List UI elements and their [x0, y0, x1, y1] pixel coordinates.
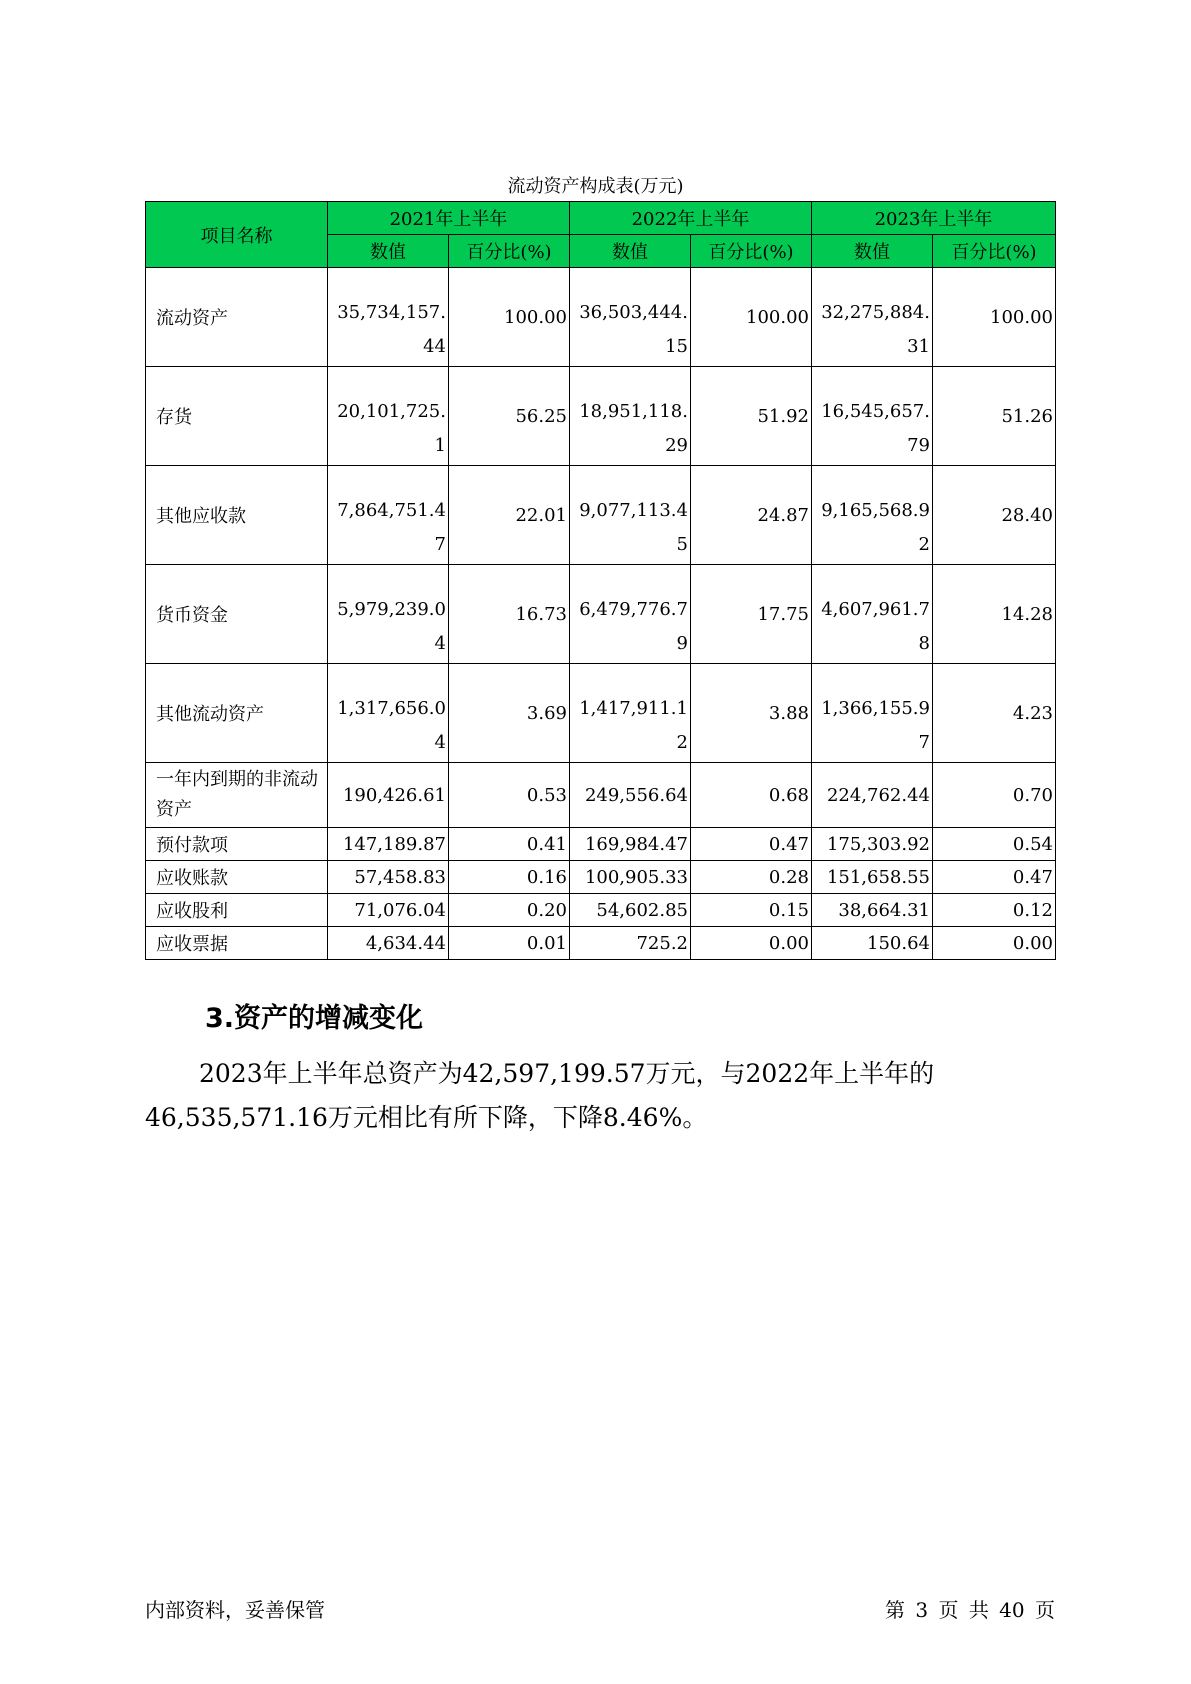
cell-pct: 3.88: [691, 664, 812, 763]
cell-value: 16,545,657.79: [821, 401, 930, 456]
header-year-2023: 2023年上半年: [812, 202, 1056, 235]
cell-pct: 3.69: [449, 664, 570, 763]
subheader-pct: 百分比(%): [449, 235, 570, 268]
cell-value: 175,303.92: [812, 828, 933, 861]
row-name: 预付款项: [146, 828, 328, 861]
cell-value: 169,984.47: [570, 828, 691, 861]
cell-pct: 0.16: [449, 861, 570, 894]
cell-value: 32,275,884.31: [821, 302, 930, 357]
cell-pct: 14.28: [933, 565, 1056, 664]
cell-value: 1,366,155.97: [821, 698, 930, 753]
cell-pct: 0.47: [933, 861, 1056, 894]
cell-value: 150.64: [812, 927, 933, 960]
cell-value: 20,101,725.1: [337, 401, 446, 456]
cell-pct: 100.00: [691, 268, 812, 367]
footer-confidential: 内部资料，妥善保管: [145, 1598, 325, 1622]
subheader-value: 数值: [812, 235, 933, 268]
row-name: 货币资金: [146, 565, 328, 664]
cell-pct: 0.47: [691, 828, 812, 861]
footer-page-number: 第 3 页 共 40 页: [885, 1598, 1055, 1622]
cell-pct: 0.12: [933, 894, 1056, 927]
cell-value: 7,864,751.47: [337, 500, 446, 555]
table-row: [146, 894, 1056, 927]
cell-value: 147,189.87: [328, 828, 449, 861]
cell-value: 57,458.83: [328, 861, 449, 894]
cell-value: 151,658.55: [812, 861, 933, 894]
row-name: 其他流动资产: [146, 664, 328, 763]
cell-pct: 17.75: [691, 565, 812, 664]
cell-value: 725.2: [570, 927, 691, 960]
cell-value: 190,426.61: [328, 763, 449, 828]
row-name: 存货: [146, 367, 328, 466]
table-row: [146, 565, 1056, 664]
section-heading: 3.资产的增减变化: [205, 1003, 424, 1034]
table-row: [146, 763, 1056, 828]
row-name: 应收账款: [146, 861, 328, 894]
cell-pct: 0.20: [449, 894, 570, 927]
cell-pct: 0.28: [691, 861, 812, 894]
table-row: [146, 466, 1056, 565]
cell-pct: 0.15: [691, 894, 812, 927]
table-row: [146, 664, 1056, 763]
row-name: 流动资产: [146, 268, 328, 367]
cell-pct: 0.53: [449, 763, 570, 828]
cell-pct: 56.25: [449, 367, 570, 466]
cell-value: 38,664.31: [812, 894, 933, 927]
table-row: [146, 861, 1056, 894]
cell-pct: 24.87: [691, 466, 812, 565]
cell-pct: 22.01: [449, 466, 570, 565]
header-year-2022: 2022年上半年: [570, 202, 812, 235]
cell-pct: 51.92: [691, 367, 812, 466]
row-name: 其他应收款: [146, 466, 328, 565]
header-item-name: 项目名称: [146, 202, 328, 268]
cell-pct: 0.70: [933, 763, 1056, 828]
subheader-value: 数值: [328, 235, 449, 268]
table-row: [146, 268, 1056, 367]
row-name: 应收股利: [146, 894, 328, 927]
header-year-2021: 2021年上半年: [328, 202, 570, 235]
cell-pct: 0.01: [449, 927, 570, 960]
subheader-pct: 百分比(%): [933, 235, 1056, 268]
cell-value: 1,417,911.12: [579, 698, 688, 753]
cell-pct: 0.41: [449, 828, 570, 861]
subheader-pct: 百分比(%): [691, 235, 812, 268]
cell-pct: 0.00: [691, 927, 812, 960]
cell-pct: 51.26: [933, 367, 1056, 466]
cell-value: 1,317,656.04: [337, 698, 446, 753]
cell-value: 224,762.44: [812, 763, 933, 828]
cell-value: 9,077,113.45: [579, 500, 688, 555]
table-header-row: [146, 202, 1056, 235]
body-paragraph: 2023年上半年总资产为42,597,199.57万元，与2022年上半年的46,535,571.16万元相比有所下降，下降8.46%。: [145, 1059, 935, 1132]
cell-pct: 16.73: [449, 565, 570, 664]
cell-pct: 28.40: [933, 466, 1056, 565]
cell-pct: 4.23: [933, 664, 1056, 763]
subheader-value: 数值: [570, 235, 691, 268]
row-name: 应收票据: [146, 927, 328, 960]
row-name: 一年内到期的非流动资产: [146, 763, 328, 828]
cell-value: 5,979,239.04: [337, 599, 446, 654]
cell-pct: 100.00: [933, 268, 1056, 367]
cell-pct: 0.00: [933, 927, 1056, 960]
cell-value: 35,734,157.44: [337, 302, 446, 357]
cell-value: 4,634.44: [328, 927, 449, 960]
cell-pct: 0.54: [933, 828, 1056, 861]
cell-value: 100,905.33: [570, 861, 691, 894]
cell-value: 54,602.85: [570, 894, 691, 927]
table-row: [146, 367, 1056, 466]
current-assets-table: [145, 201, 1056, 960]
cell-pct: 0.68: [691, 763, 812, 828]
cell-value: 9,165,568.92: [821, 500, 930, 555]
cell-value: 6,479,776.79: [579, 599, 688, 654]
table-row: [146, 828, 1056, 861]
cell-pct: 100.00: [449, 268, 570, 367]
cell-value: 249,556.64: [570, 763, 691, 828]
cell-value: 18,951,118.29: [579, 401, 688, 456]
table-row: [146, 927, 1056, 960]
cell-value: 36,503,444.15: [579, 302, 688, 357]
cell-value: 4,607,961.78: [821, 599, 930, 654]
cell-value: 71,076.04: [328, 894, 449, 927]
table-caption: 流动资产构成表(万元): [507, 176, 684, 197]
